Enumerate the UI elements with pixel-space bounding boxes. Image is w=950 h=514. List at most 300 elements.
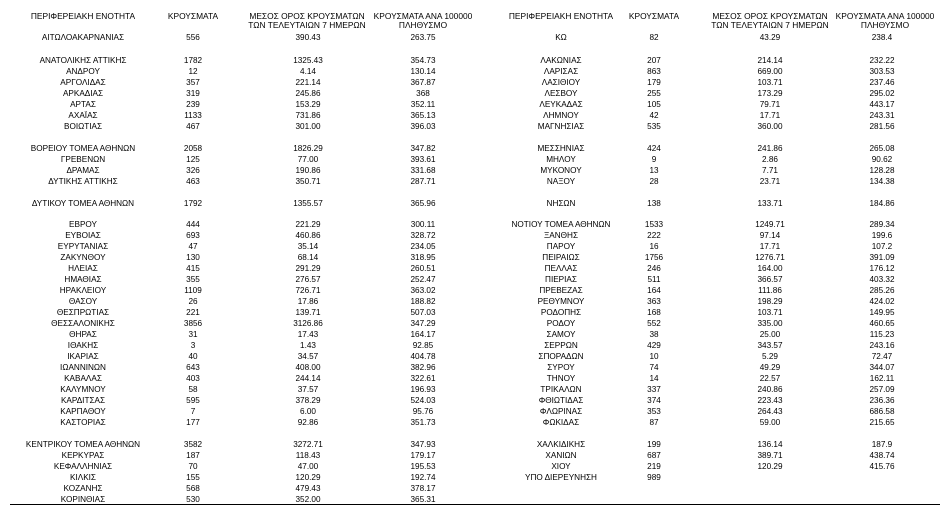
cases-value: 199 xyxy=(647,440,661,449)
region-name: ΝΗΣΩΝ xyxy=(546,199,576,208)
seven-day-average-value: 291.29 xyxy=(295,264,321,273)
cases-value: 13 xyxy=(649,166,659,175)
seven-day-average-value: 190.86 xyxy=(295,166,321,175)
cases-per-100k-value: 90.62 xyxy=(871,155,893,164)
region-name: ΑΝΔΡΟΥ xyxy=(66,67,100,76)
cases-per-100k-value: 252.47 xyxy=(410,275,436,284)
region-name: ΘΑΣΟΥ xyxy=(68,297,98,306)
cases-value: 1133 xyxy=(184,111,202,120)
cases-value: 130 xyxy=(186,253,200,262)
cases-per-100k-value: 686.58 xyxy=(869,407,895,416)
seven-day-average-value: 25.00 xyxy=(759,330,781,339)
cases-per-100k-value: 507.03 xyxy=(410,308,436,317)
cases-value: 3 xyxy=(190,341,196,350)
header-per100k-right-line1: ΚΡΟΥΣΜΑΤΑ ΑΝΑ 100000 xyxy=(835,11,935,21)
region-name: ΕΥΒΟΙΑΣ xyxy=(65,231,101,240)
region-name: ΒΟΙΩΤΙΑΣ xyxy=(63,122,103,131)
cases-value: 246 xyxy=(647,264,661,273)
cases-value: 319 xyxy=(186,89,200,98)
cases-value: 177 xyxy=(186,418,200,427)
cases-per-100k-value: 134.38 xyxy=(869,177,895,186)
cases-value: 155 xyxy=(186,473,200,482)
cases-per-100k-value: 130.14 xyxy=(410,67,436,76)
seven-day-average-value: 360.00 xyxy=(757,122,783,131)
cases-value: 87 xyxy=(649,418,659,427)
cases-per-100k-value: 303.53 xyxy=(869,67,895,76)
seven-day-average-value: 390.43 xyxy=(295,33,321,42)
region-name: ΠΑΡΟΥ xyxy=(546,242,576,251)
seven-day-average-value: 17.71 xyxy=(759,242,781,251)
seven-day-average-value: 17.43 xyxy=(297,330,319,339)
region-name: ΛΗΜΝΟΥ xyxy=(543,111,579,120)
seven-day-average-value: 103.71 xyxy=(757,308,783,317)
region-name: ΚΑΣΤΟΡΙΑΣ xyxy=(60,418,106,427)
seven-day-average-value: 479.43 xyxy=(295,484,321,493)
region-name: ΙΩΑΝΝΙΝΩΝ xyxy=(60,363,106,372)
region-name: ΧΑΝΙΩΝ xyxy=(545,451,577,460)
seven-day-average-value: 103.71 xyxy=(757,78,783,87)
cases-value: 1109 xyxy=(184,286,202,295)
seven-day-average-value: 731.86 xyxy=(295,111,321,120)
header-avg-right-line2: ΤΩΝ ΤΕΛΕΥΤΑΙΩΝ 7 ΗΜΕΡΩΝ xyxy=(711,20,829,30)
seven-day-average-value: 34.57 xyxy=(297,352,319,361)
cases-value: 355 xyxy=(186,275,200,284)
seven-day-average-value: 23.71 xyxy=(759,177,781,186)
region-name: ΘΕΣΠΡΩΤΙΑΣ xyxy=(56,308,110,317)
header-avg-right-line1: ΜΕΣΟΣ ΟΡΟΣ ΚΡΟΥΣΜΑΤΩΝ xyxy=(712,11,828,21)
cases-per-100k-value: 365.13 xyxy=(410,111,436,120)
cases-per-100k-value: 260.51 xyxy=(410,264,436,273)
region-name: ΠΙΕΡΙΑΣ xyxy=(545,275,577,284)
cases-value: 31 xyxy=(188,330,198,339)
seven-day-average-value: 669.00 xyxy=(757,67,783,76)
cases-per-100k-value: 443.17 xyxy=(869,100,895,109)
region-name: ΠΕΙΡΑΙΩΣ xyxy=(542,253,580,262)
seven-day-average-value: 17.71 xyxy=(759,111,781,120)
cases-value: 7 xyxy=(190,407,196,416)
region-name: ΗΛΕΙΑΣ xyxy=(68,264,98,273)
cases-per-100k-value: 351.73 xyxy=(410,418,436,427)
cases-value: 374 xyxy=(647,396,661,405)
seven-day-average-value: 6.00 xyxy=(300,407,316,416)
cases-per-100k-value: 438.74 xyxy=(869,451,895,460)
cases-per-100k-value: 295.02 xyxy=(869,89,895,98)
cases-per-100k-value: 243.16 xyxy=(869,341,895,350)
region-name: ΕΥΡΥΤΑΝΙΑΣ xyxy=(57,242,109,251)
seven-day-average-value: 241.86 xyxy=(757,144,783,153)
seven-day-average-value: 120.29 xyxy=(757,462,783,471)
cases-per-100k-value: 234.05 xyxy=(410,242,436,251)
cases-value: 353 xyxy=(647,407,661,416)
region-name: ΛΕΣΒΟΥ xyxy=(544,89,578,98)
seven-day-average-value: 139.71 xyxy=(295,308,321,317)
cases-per-100k-value: 176.12 xyxy=(869,264,895,273)
region-name: ΖΑΚΥΝΘΟΥ xyxy=(60,253,106,262)
cases-value: 82 xyxy=(649,33,659,42)
cases-per-100k-value: 365.96 xyxy=(410,199,436,208)
seven-day-average-value: 49.29 xyxy=(759,363,781,372)
cases-per-100k-value: 382.96 xyxy=(410,363,436,372)
cases-value: 415 xyxy=(186,264,200,273)
seven-day-average-value: 198.29 xyxy=(757,297,783,306)
seven-day-average-value: 7.71 xyxy=(762,166,778,175)
seven-day-average-value: 1325.43 xyxy=(293,56,323,65)
cases-per-100k-value: 328.72 xyxy=(410,231,436,240)
seven-day-average-value: 221.29 xyxy=(295,220,321,229)
cases-per-100k-value: 344.07 xyxy=(869,363,895,372)
cases-value: 424 xyxy=(647,144,661,153)
seven-day-average-value: 408.00 xyxy=(295,363,321,372)
header-cases-left: ΚΡΟΥΣΜΑΤΑ xyxy=(167,11,219,21)
cases-per-100k-value: 460.65 xyxy=(869,319,895,328)
region-name: ΛΑΡΙΣΑΣ xyxy=(543,67,579,76)
cases-per-100k-value: 215.65 xyxy=(869,418,895,427)
cases-value: 556 xyxy=(186,33,200,42)
region-name: ΞΑΝΘΗΣ xyxy=(543,231,579,240)
cases-per-100k-value: 367.87 xyxy=(410,78,436,87)
cases-value: 989 xyxy=(647,473,661,482)
cases-value: 16 xyxy=(649,242,659,251)
seven-day-average-value: 118.43 xyxy=(295,451,321,460)
cases-per-100k-value: 184.86 xyxy=(869,199,895,208)
cases-per-100k-value: 289.34 xyxy=(869,220,895,229)
cases-value: 222 xyxy=(647,231,661,240)
region-name: ΝΟΤΙΟΥ ΤΟΜΕΑ ΑΘΗΝΩΝ xyxy=(511,220,611,229)
cases-value: 40 xyxy=(188,352,198,361)
cases-per-100k-value: 393.61 xyxy=(410,155,436,164)
cases-value: 444 xyxy=(186,220,200,229)
region-name: ΥΠΟ ΔΙΕΡΕΥΝΗΣΗ xyxy=(525,473,597,482)
region-name: ΑΧΑΪΑΣ xyxy=(68,111,98,120)
region-name: ΒΟΡΕΙΟΥ ΤΟΜΕΑ ΑΘΗΝΩΝ xyxy=(30,144,136,153)
header-region-right: ΠΕΡΙΦΕΡΕΙΑΚΗ ΕΝΟΤΗΤΑ xyxy=(508,11,614,21)
seven-day-average-value: 245.86 xyxy=(295,89,321,98)
region-name: ΣΠΟΡΑΔΩΝ xyxy=(538,352,584,361)
region-name: ΚΕΝΤΡΙΚΟΥ ΤΟΜΕΑ ΑΘΗΝΩΝ xyxy=(25,440,141,449)
region-name: ΑΡΤΑΣ xyxy=(70,100,96,109)
seven-day-average-value: 389.71 xyxy=(757,451,783,460)
cases-per-100k-value: 424.02 xyxy=(869,297,895,306)
cases-per-100k-value: 128.28 xyxy=(869,166,895,175)
cases-value: 28 xyxy=(649,177,659,186)
cases-value: 9 xyxy=(651,155,657,164)
seven-day-average-value: 77.00 xyxy=(297,155,319,164)
seven-day-average-value: 97.14 xyxy=(759,231,781,240)
region-name: ΠΡΕΒΕΖΑΣ xyxy=(539,286,583,295)
region-name: ΗΜΑΘΙΑΣ xyxy=(64,275,102,284)
cases-per-100k-value: 237.46 xyxy=(869,78,895,87)
cases-value: 42 xyxy=(649,111,659,120)
region-name: ΝΑΞΟΥ xyxy=(546,177,576,186)
cases-value: 58 xyxy=(188,385,198,394)
seven-day-average-value: 366.57 xyxy=(757,275,783,284)
region-name: ΛΕΥΚΑΔΑΣ xyxy=(539,100,583,109)
cases-value: 535 xyxy=(647,122,661,131)
region-name: ΔΥΤΙΚΟΥ ΤΟΜΕΑ ΑΘΗΝΩΝ xyxy=(31,199,135,208)
cases-per-100k-value: 236.36 xyxy=(869,396,895,405)
region-name: ΧΙΟΥ xyxy=(551,462,571,471)
region-name: ΜΥΚΟΝΟΥ xyxy=(540,166,582,175)
region-name: ΡΕΘΥΜΝΟΥ xyxy=(537,297,585,306)
region-name: ΔΥΤΙΚΗΣ ΑΤΤΙΚΗΣ xyxy=(48,177,118,186)
header-per100k-right-line2: ΠΛΗΘΥΣΜΟ xyxy=(860,20,910,30)
cases-value: 429 xyxy=(647,341,661,350)
region-name: ΚΑΒΑΛΑΣ xyxy=(64,374,102,383)
seven-day-average-value: 1355.57 xyxy=(293,199,323,208)
seven-day-average-value: 460.86 xyxy=(295,231,321,240)
region-name: ΡΟΔΟΠΗΣ xyxy=(540,308,582,317)
cases-per-100k-value: 238.4 xyxy=(871,33,893,42)
region-name: ΚΟΖΑΝΗΣ xyxy=(63,484,103,493)
seven-day-average-value: 276.57 xyxy=(295,275,321,284)
header-cases-right: ΚΡΟΥΣΜΑΤΑ xyxy=(628,11,680,21)
cases-value: 552 xyxy=(647,319,661,328)
region-name: ΣΥΡΟΥ xyxy=(547,363,575,372)
cases-value: 863 xyxy=(647,67,661,76)
region-name: ΘΗΡΑΣ xyxy=(69,330,97,339)
seven-day-average-value: 726.71 xyxy=(295,286,321,295)
cases-per-100k-value: 192.74 xyxy=(410,473,436,482)
cases-value: 693 xyxy=(186,231,200,240)
cases-value: 2058 xyxy=(183,144,203,153)
cases-value: 3856 xyxy=(183,319,203,328)
cases-per-100k-value: 115.23 xyxy=(869,330,895,339)
region-name: ΔΡΑΜΑΣ xyxy=(66,166,100,175)
cases-per-100k-value: 287.71 xyxy=(410,177,436,186)
seven-day-average-value: 92.86 xyxy=(297,418,319,427)
cases-value: 530 xyxy=(186,495,200,504)
cases-per-100k-value: 365.31 xyxy=(410,495,436,504)
region-name: ΜΗΛΟΥ xyxy=(546,155,576,164)
cases-value: 219 xyxy=(647,462,661,471)
seven-day-average-value: 240.86 xyxy=(757,385,783,394)
cases-value: 138 xyxy=(647,199,661,208)
cases-per-100k-value: 162.11 xyxy=(869,374,895,383)
cases-per-100k-value: 257.09 xyxy=(869,385,895,394)
seven-day-average-value: 244.14 xyxy=(295,374,321,383)
cases-value: 239 xyxy=(186,100,200,109)
cases-per-100k-value: 187.9 xyxy=(871,440,893,449)
header-per100k-left-line2: ΠΛΗΘΥΣΜΟ xyxy=(398,20,448,30)
cases-per-100k-value: 322.61 xyxy=(410,374,436,383)
cases-per-100k-value: 300.11 xyxy=(410,220,436,229)
cases-value: 179 xyxy=(647,78,661,87)
cases-value: 74 xyxy=(649,363,659,372)
cases-value: 221 xyxy=(186,308,200,317)
seven-day-average-value: 4.14 xyxy=(300,67,316,76)
seven-day-average-value: 2.86 xyxy=(762,155,778,164)
cases-per-100k-value: 396.03 xyxy=(410,122,436,131)
cases-per-100k-value: 347.29 xyxy=(410,319,436,328)
cases-value: 337 xyxy=(647,385,661,394)
cases-value: 26 xyxy=(188,297,198,306)
cases-value: 357 xyxy=(186,78,200,87)
seven-day-average-value: 343.57 xyxy=(757,341,783,350)
seven-day-average-value: 37.57 xyxy=(297,385,319,394)
seven-day-average-value: 335.00 xyxy=(757,319,783,328)
cases-value: 568 xyxy=(186,484,200,493)
cases-value: 14 xyxy=(649,374,659,383)
cases-value: 70 xyxy=(188,462,198,471)
cases-value: 105 xyxy=(647,100,661,109)
region-name: ΚΕΦΑΛΛΗΝΙΑΣ xyxy=(53,462,113,471)
region-name: ΣΕΡΡΩΝ xyxy=(544,341,578,350)
cases-value: 463 xyxy=(186,177,200,186)
cases-value: 207 xyxy=(647,56,661,65)
seven-day-average-value: 214.14 xyxy=(757,56,783,65)
cases-per-100k-value: 107.2 xyxy=(871,242,893,251)
seven-day-average-value: 1276.71 xyxy=(755,253,785,262)
cases-value: 467 xyxy=(186,122,200,131)
seven-day-average-value: 1249.71 xyxy=(755,220,785,229)
cases-per-100k-value: 263.75 xyxy=(410,33,436,42)
cases-value: 1782 xyxy=(183,56,203,65)
cases-per-100k-value: 378.17 xyxy=(410,484,436,493)
seven-day-average-value: 133.71 xyxy=(757,199,783,208)
region-name: ΘΕΣΣΑΛΟΝΙΚΗΣ xyxy=(51,319,115,328)
cases-per-100k-value: 92.85 xyxy=(412,341,434,350)
region-name: ΚΕΡΚΥΡΑΣ xyxy=(61,451,105,460)
cases-value: 12 xyxy=(188,67,198,76)
region-name: ΗΡΑΚΛΕΙΟΥ xyxy=(59,286,107,295)
seven-day-average-value: 5.29 xyxy=(762,352,778,361)
cases-value: 187 xyxy=(186,451,200,460)
region-name: ΙΚΑΡΙΑΣ xyxy=(67,352,99,361)
cases-per-100k-value: 354.73 xyxy=(410,56,436,65)
cases-value: 3582 xyxy=(183,440,203,449)
seven-day-average-value: 223.43 xyxy=(757,396,783,405)
seven-day-average-value: 68.14 xyxy=(297,253,319,262)
seven-day-average-value: 301.00 xyxy=(295,122,321,131)
seven-day-average-value: 3126.86 xyxy=(293,319,323,328)
cases-per-100k-value: 285.26 xyxy=(869,286,895,295)
region-name: ΡΟΔΟΥ xyxy=(546,319,576,328)
cases-per-100k-value: 95.76 xyxy=(412,407,434,416)
header-avg-left-line2: ΤΩΝ ΤΕΛΕΥΤΑΙΩΝ 7 ΗΜΕΡΩΝ xyxy=(248,20,366,30)
cases-value: 47 xyxy=(188,242,198,251)
region-name: ΤΡΙΚΑΛΩΝ xyxy=(540,385,582,394)
header-region-left: ΠΕΡΙΦΕΡΕΙΑΚΗ ΕΝΟΤΗΤΑ xyxy=(30,11,136,21)
seven-day-average-value: 111.86 xyxy=(758,286,782,295)
region-name: ΛΑΚΩΝΙΑΣ xyxy=(540,56,582,65)
cases-value: 595 xyxy=(186,396,200,405)
cases-value: 403 xyxy=(186,374,200,383)
region-name: ΑΝΑΤΟΛΙΚΗΣ ΑΤΤΙΚΗΣ xyxy=(39,56,127,65)
cases-per-100k-value: 391.09 xyxy=(869,253,895,262)
region-name: ΦΩΚΙΔΑΣ xyxy=(542,418,580,427)
region-name: ΣΑΜΟΥ xyxy=(546,330,576,339)
cases-per-100k-value: 232.22 xyxy=(869,56,895,65)
seven-day-average-value: 1826.29 xyxy=(293,144,323,153)
cases-per-100k-value: 199.6 xyxy=(871,231,893,240)
region-name: ΚΩ xyxy=(555,33,567,42)
region-name: ΕΒΡΟΥ xyxy=(69,220,97,229)
cases-value: 511 xyxy=(647,275,661,284)
cases-per-100k-value: 188.82 xyxy=(410,297,436,306)
region-name: ΙΘΑΚΗΣ xyxy=(67,341,99,350)
cases-per-100k-value: 403.32 xyxy=(869,275,895,284)
cases-value: 643 xyxy=(186,363,200,372)
cases-per-100k-value: 318.95 xyxy=(410,253,436,262)
seven-day-average-value: 79.71 xyxy=(759,100,781,109)
region-name: ΚΑΡΔΙΤΣΑΣ xyxy=(60,396,106,405)
region-name: ΤΗΝΟΥ xyxy=(546,374,576,383)
cases-per-100k-value: 331.68 xyxy=(410,166,436,175)
seven-day-average-value: 35.14 xyxy=(297,242,319,251)
region-name: ΚΑΛΥΜΝΟΥ xyxy=(60,385,106,394)
cases-per-100k-value: 179.17 xyxy=(410,451,436,460)
region-name: ΛΑΣΙΘΙΟΥ xyxy=(541,78,581,87)
cases-per-100k-value: 352.11 xyxy=(410,100,436,109)
seven-day-average-value: 164.00 xyxy=(757,264,783,273)
cases-per-100k-value: 347.93 xyxy=(410,440,436,449)
seven-day-average-value: 350.71 xyxy=(295,177,321,186)
cases-per-100k-value: 415.76 xyxy=(869,462,895,471)
seven-day-average-value: 22.57 xyxy=(759,374,781,383)
cases-value: 125 xyxy=(186,155,200,164)
seven-day-average-value: 153.29 xyxy=(295,100,321,109)
cases-value: 164 xyxy=(647,286,661,295)
cases-value: 1792 xyxy=(183,199,203,208)
seven-day-average-value: 352.00 xyxy=(295,495,321,504)
cases-per-100k-value: 281.56 xyxy=(869,122,895,131)
region-name: ΠΕΛΛΑΣ xyxy=(544,264,578,273)
cases-value: 38 xyxy=(649,330,659,339)
region-name: ΓΡΕΒΕΝΩΝ xyxy=(60,155,106,164)
cases-per-100k-value: 363.02 xyxy=(410,286,436,295)
cases-per-100k-value: 347.82 xyxy=(410,144,436,153)
seven-day-average-value: 43.29 xyxy=(759,33,781,42)
seven-day-average-value: 17.86 xyxy=(297,297,319,306)
region-name: ΜΕΣΣΗΝΙΑΣ xyxy=(537,144,585,153)
seven-day-average-value: 378.29 xyxy=(295,396,321,405)
cases-per-100k-value: 265.08 xyxy=(869,144,895,153)
region-name: ΦΛΩΡΙΝΑΣ xyxy=(539,407,583,416)
region-name: ΑΡΚΑΔΙΑΣ xyxy=(62,89,104,98)
region-name: ΑΡΓΟΛΙΔΑΣ xyxy=(60,78,106,87)
seven-day-average-value: 221.14 xyxy=(295,78,321,87)
cases-per-100k-value: 368 xyxy=(416,89,430,98)
cases-value: 10 xyxy=(649,352,659,361)
region-name: ΚΟΡΙΝΘΙΑΣ xyxy=(60,495,106,504)
header-avg-left-line1: ΜΕΣΟΣ ΟΡΟΣ ΚΡΟΥΣΜΑΤΩΝ xyxy=(249,11,365,21)
seven-day-average-value: 47.00 xyxy=(297,462,319,471)
cases-per-100k-value: 243.31 xyxy=(869,111,895,120)
region-name: ΦΘΙΩΤΙΔΑΣ xyxy=(538,396,584,405)
cases-per-100k-value: 196.93 xyxy=(410,385,436,394)
region-name: ΚΙΛΚΙΣ xyxy=(69,473,96,482)
cases-value: 326 xyxy=(186,166,200,175)
cases-per-100k-value: 149.95 xyxy=(869,308,895,317)
cases-per-100k-value: 524.03 xyxy=(410,396,436,405)
cases-value: 1756 xyxy=(644,253,664,262)
cases-value: 687 xyxy=(647,451,661,460)
cases-value: 363 xyxy=(647,297,661,306)
seven-day-average-value: 173.29 xyxy=(757,89,783,98)
bottom-rule xyxy=(10,504,940,505)
region-name: ΜΑΓΝΗΣΙΑΣ xyxy=(537,122,585,131)
cases-value: 1533 xyxy=(644,220,664,229)
cases-per-100k-value: 164.17 xyxy=(410,330,436,339)
seven-day-average-value: 264.43 xyxy=(757,407,783,416)
seven-day-average-value: 59.00 xyxy=(759,418,781,427)
cases-value: 255 xyxy=(647,89,661,98)
seven-day-average-value: 136.14 xyxy=(757,440,783,449)
region-name: ΑΙΤΩΛΟΑΚΑΡΝΑΝΙΑΣ xyxy=(41,33,125,42)
seven-day-average-value: 120.29 xyxy=(295,473,321,482)
cases-per-100k-value: 72.47 xyxy=(871,352,893,361)
region-name: ΚΑΡΠΑΘΟΥ xyxy=(60,407,106,416)
